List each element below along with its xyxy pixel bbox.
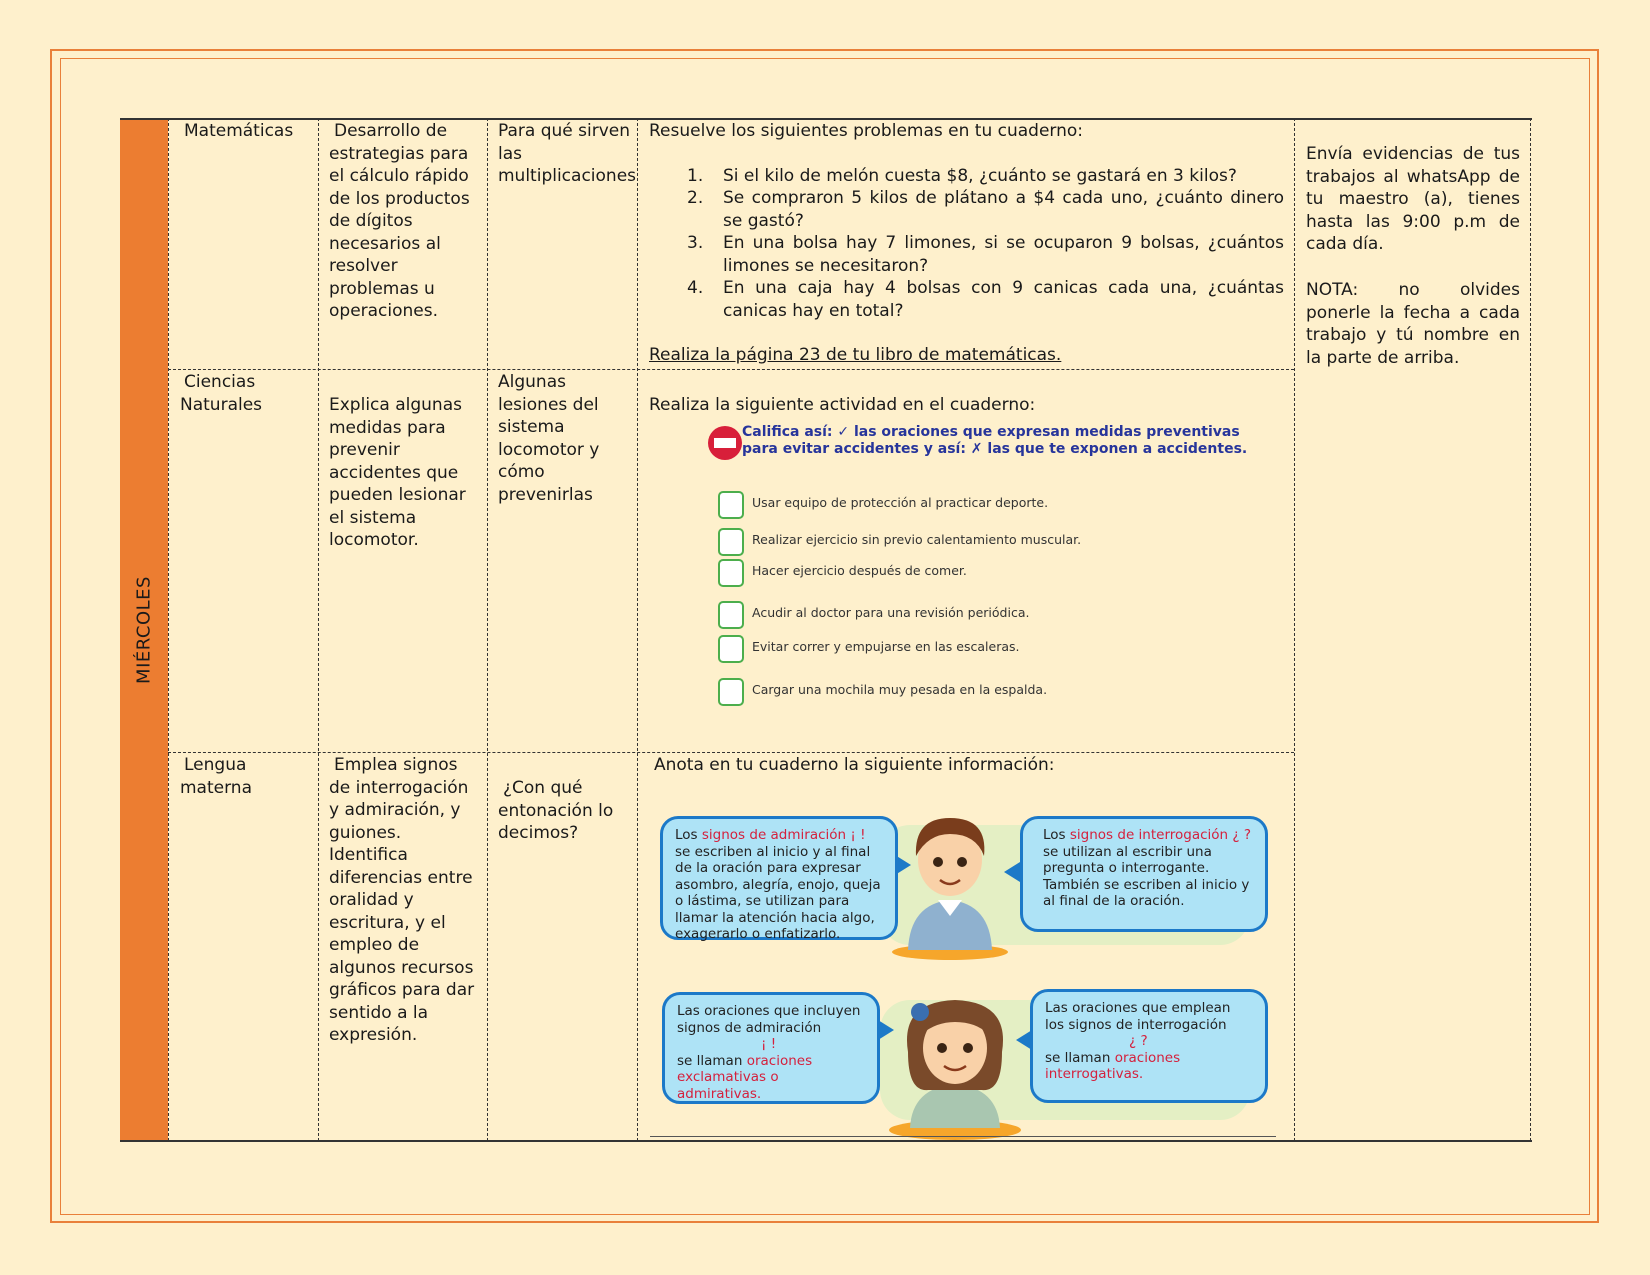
row-science-learning: Explica algunas medidas para prevenir accidentes que pueden lesionar el sistema locomotor. [329,395,466,550]
row-math-activity [649,120,1284,367]
day-label: MIÉRCOLES [133,576,155,684]
activity-footer: Realiza la página 23 de tu libro de matemáticas. [649,345,1062,365]
row-language-topic: ¿Con qué entonación lo decimos? [498,778,614,843]
col-divider [1530,118,1531,1141]
row-language-activity-intro: Anota en tu cuaderno la siguiente información: [654,755,1055,775]
col-divider [1294,118,1295,1141]
problem-list [649,165,1284,323]
checkbox[interactable] [718,491,744,519]
row-science-subject: Ciencias Naturales [180,372,263,415]
bubble-tail [1016,1030,1032,1050]
bubble-interrogation: Los signos de interrogación ¿ ? se utilizan al escribir una pregunta o interrogante. También se escriben al inicio y al final de la oración. [1020,816,1268,932]
checkbox[interactable] [718,559,744,587]
row-science-topic: Algunas lesiones del sistema locomotor y cómo prevenirlas [498,372,600,505]
problem-item: 2. Se compraron 5 kilos de plátano a $4 cada uno, ¿cuánto dinero se gastó? [687,188,1284,231]
problem-item: 4. En una caja hay 4 bolsas con 9 canicas cada una, ¿cuántas canicas hay en total? [687,278,1284,321]
row-math-learning: Desarrollo de estrategias para el cálculo rápido de los productos de dígitos necesarios al resolver problemas u operaciones. [329,121,470,321]
problem-item: 1. Si el kilo de melón cuesta $8, ¿cuánto se gastará en 3 kilos? [687,165,1237,186]
activity-intro: Resuelve los siguientes problemas en tu cuaderno: [649,121,1083,141]
bubble-interrogative: Las oraciones que emplean los signos de interrogación ¿ ? se llaman oraciones interrogativas. [1030,989,1268,1103]
boy-illustration [880,800,1020,960]
bubble-tail [895,855,911,875]
row-language-subject: Lengua materna [180,755,252,798]
girl-illustration [880,982,1030,1142]
col-divider [637,118,638,1141]
checkbox[interactable] [718,528,744,556]
checkbox[interactable] [718,678,744,706]
row-divider [168,752,1294,753]
table-bottom-border [120,1140,1532,1142]
bubble-exclamative: Las oraciones que incluyen signos de admiración ¡ ! se llaman oraciones exclamativas o admirativas. [662,992,880,1104]
row-math-topic: Para qué sirven las multiplicaciones [498,121,637,186]
row-math-subject: Matemáticas [184,121,294,141]
bubble-tail [1004,862,1020,882]
bubble-admiration: Los signos de admiración ¡ ! se escriben al inicio y al final de la oración para expresar asombro, alegría, enojo, queja o lástima, se utilizan para llamar la atención hacia algo, exagerarlo o enfatizarlo. [660,816,898,940]
col-divider [168,118,169,1141]
illustration-underline [650,1136,1276,1137]
extra-note: NOTA: no olvides ponerle la fecha a cada trabajo y tú nombre en la parte de arriba. [1306,280,1520,368]
problem-item: 3. En una bolsa hay 7 limones, si se ocuparon 9 bolsas, ¿cuántos limones se necesitaron? [687,233,1284,276]
checkbox[interactable] [718,635,744,663]
row-science-activity-intro: Realiza la siguiente actividad en el cuaderno: [649,395,1036,415]
checkbox[interactable] [718,601,744,629]
row-language-learning: Emplea signos de interrogación y admiración, y guiones. Identifica diferencias entre oralidad y escritura, y el empleo de algunos recursos gráficos para dar sentido a la expresión. [329,755,475,1045]
bubble-tail [878,1020,894,1040]
col-divider [487,118,488,1141]
evidence-note: Envía evidencias de tus trabajos al whatsApp de tu maestro (a), tienes hasta las 9:00 p.m de cada día. [1306,144,1520,254]
row-divider [168,369,1294,370]
arrow-icon [708,426,742,460]
col-divider [318,118,319,1141]
